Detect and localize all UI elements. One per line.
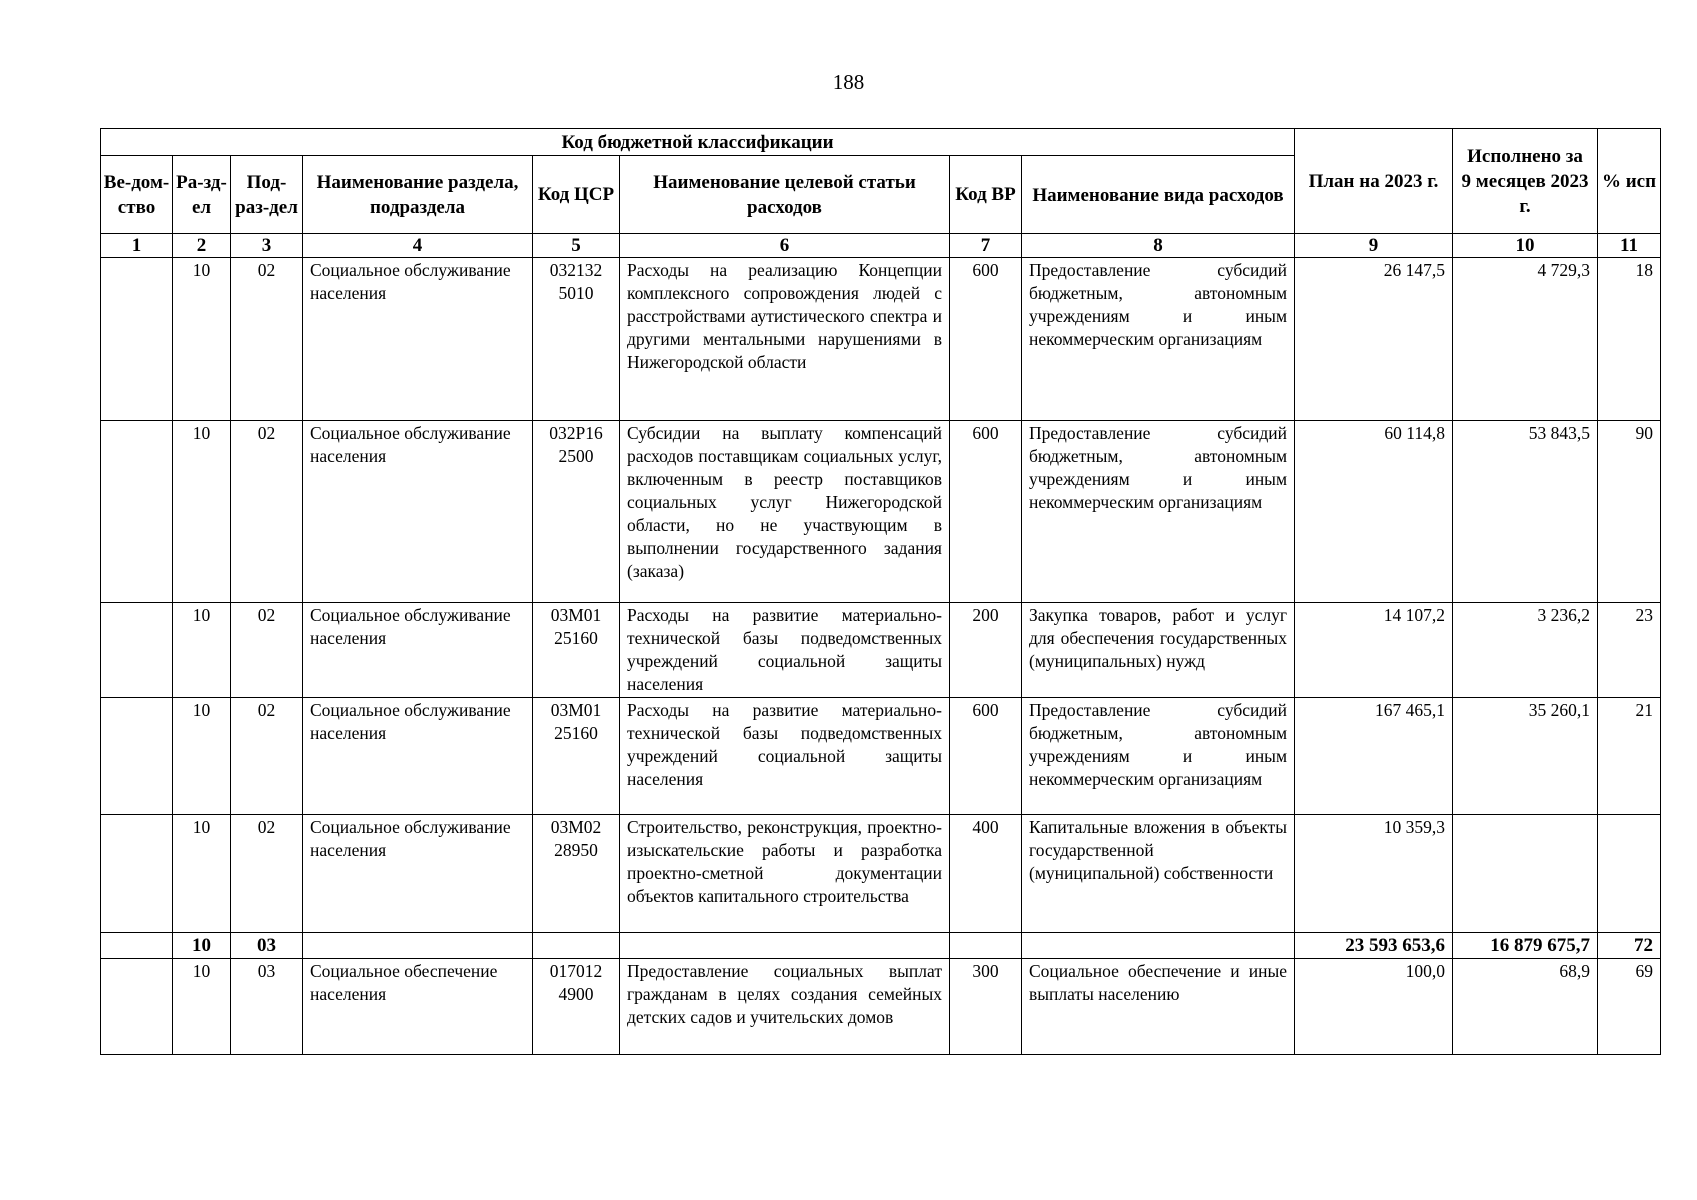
cell-plan: 26 147,5 xyxy=(1295,258,1453,421)
cell-naim-razdela: Социальное обслуживание населения xyxy=(303,258,533,421)
cell-celevaya: Строительство, реконструкция, проектно-изыскательские работы и разработка проектно-сметной документации объектов капитального строительства xyxy=(620,815,950,933)
header-razdel: Ра-зд-ел xyxy=(173,156,231,234)
cell-plan: 167 465,1 xyxy=(1295,698,1453,815)
cell-kod-vr: 600 xyxy=(950,698,1022,815)
cell-vid: Предоставление субсидий бюджетным, автономным учреждениям и иным некоммерческим организациям xyxy=(1022,421,1295,603)
table-row xyxy=(101,698,1661,815)
cell-vid: Социальное обеспечение и иные выплаты населению xyxy=(1022,959,1295,1055)
header-podrazdel: Под-раз-дел xyxy=(231,156,303,234)
cell-razdel: 10 xyxy=(173,815,231,933)
cell-kod-vr: 600 xyxy=(950,421,1022,603)
cell-celevaya xyxy=(620,933,950,959)
cell-ved xyxy=(101,698,173,815)
cell-ispolneno: 3 236,2 xyxy=(1453,603,1598,698)
cell-ispolneno: 68,9 xyxy=(1453,959,1598,1055)
cell-pct: 21 xyxy=(1598,698,1661,815)
header-budget-classification: Код бюджетной классификации xyxy=(101,129,1295,156)
cell-podrazdel: 02 xyxy=(231,421,303,603)
cell-razdel: 10 xyxy=(173,603,231,698)
cell-razdel: 10 xyxy=(173,959,231,1055)
col-number: 9 xyxy=(1295,234,1453,258)
cell-celevaya: Субсидии на выплату компенсаций расходов поставщикам социальных услуг, включенным в реестр поставщиков социальных услуг Нижегородской области, но не участвующим в выполнении государственного задания (заказа) xyxy=(620,421,950,603)
subtotal-row xyxy=(101,933,1661,959)
cell-kod-vr: 600 xyxy=(950,258,1022,421)
page-number: 188 xyxy=(832,70,865,94)
budget-table xyxy=(100,128,1661,1055)
cell-pct: 18 xyxy=(1598,258,1661,421)
header-ispolneno: Исполнено за 9 месяцев 2023 г. xyxy=(1453,129,1598,234)
cell-razdel: 10 xyxy=(173,258,231,421)
cell-pct: 72 xyxy=(1598,933,1661,959)
cell-podrazdel: 03 xyxy=(231,933,303,959)
header-kod-vr: Код ВР xyxy=(950,156,1022,234)
cell-kod-csr: 03М01 25160 xyxy=(533,698,620,815)
col-number: 6 xyxy=(620,234,950,258)
cell-pct: 23 xyxy=(1598,603,1661,698)
cell-naim-razdela: Социальное обеспечение населения xyxy=(303,959,533,1055)
cell-celevaya: Предоставление социальных выплат гражданам в целях создания семейных детских садов и учительских домов xyxy=(620,959,950,1055)
col-number: 7 xyxy=(950,234,1022,258)
cell-podrazdel: 02 xyxy=(231,698,303,815)
cell-naim-razdela: Социальное обслуживание населения xyxy=(303,603,533,698)
cell-ved xyxy=(101,815,173,933)
cell-celevaya: Расходы на реализацию Концепции комплексного сопровождения людей с расстройствами аутистического спектра и другими ментальными нарушениями в Нижегородской области xyxy=(620,258,950,421)
col-number: 8 xyxy=(1022,234,1295,258)
cell-ispolneno: 16 879 675,7 xyxy=(1453,933,1598,959)
cell-celevaya: Расходы на развитие материально-технической базы подведомственных учреждений социальной защиты населения xyxy=(620,603,950,698)
table-row xyxy=(101,815,1661,933)
col-number: 1 xyxy=(101,234,173,258)
cell-naim-razdela: Социальное обслуживание населения xyxy=(303,421,533,603)
cell-naim-razdela: Социальное обслуживание населения xyxy=(303,815,533,933)
cell-podrazdel: 02 xyxy=(231,603,303,698)
cell-plan: 14 107,2 xyxy=(1295,603,1453,698)
cell-kod-csr: 032Р16 2500 xyxy=(533,421,620,603)
cell-ispolneno xyxy=(1453,815,1598,933)
cell-podrazdel: 02 xyxy=(231,815,303,933)
cell-naim-razdela xyxy=(303,933,533,959)
cell-plan: 60 114,8 xyxy=(1295,421,1453,603)
cell-kod-csr: 03М02 28950 xyxy=(533,815,620,933)
header-plan: План на 2023 г. xyxy=(1295,129,1453,234)
cell-plan: 100,0 xyxy=(1295,959,1453,1055)
cell-ved xyxy=(101,603,173,698)
col-number: 11 xyxy=(1598,234,1661,258)
col-number: 2 xyxy=(173,234,231,258)
cell-ispolneno: 53 843,5 xyxy=(1453,421,1598,603)
cell-razdel: 10 xyxy=(173,421,231,603)
header-naim-vida: Наименование вида расходов xyxy=(1022,156,1295,234)
cell-kod-vr: 400 xyxy=(950,815,1022,933)
cell-pct xyxy=(1598,815,1661,933)
cell-kod-vr xyxy=(950,933,1022,959)
cell-pct: 90 xyxy=(1598,421,1661,603)
cell-vid: Предоставление субсидий бюджетным, автономным учреждениям и иным некоммерческим организациям xyxy=(1022,258,1295,421)
header-kod-csr: Код ЦСР xyxy=(533,156,620,234)
cell-vid: Предоставление субсидий бюджетным, автономным учреждениям и иным некоммерческим организациям xyxy=(1022,698,1295,815)
col-number: 5 xyxy=(533,234,620,258)
cell-vid: Капитальные вложения в объекты государственной (муниципальной) собственности xyxy=(1022,815,1295,933)
cell-ispolneno: 4 729,3 xyxy=(1453,258,1598,421)
cell-razdel: 10 xyxy=(173,933,231,959)
table-row xyxy=(101,421,1661,603)
header-naim-celevoy: Наименование целевой статьи расходов xyxy=(620,156,950,234)
cell-podrazdel: 02 xyxy=(231,258,303,421)
cell-plan: 23 593 653,6 xyxy=(1295,933,1453,959)
cell-ved xyxy=(101,933,173,959)
cell-kod-csr: 03М01 25160 xyxy=(533,603,620,698)
col-number: 3 xyxy=(231,234,303,258)
cell-kod-vr: 200 xyxy=(950,603,1022,698)
cell-kod-csr: 017012 4900 xyxy=(533,959,620,1055)
col-number: 10 xyxy=(1453,234,1598,258)
cell-celevaya: Расходы на развитие материально-технической базы подведомственных учреждений социальной защиты населения xyxy=(620,698,950,815)
cell-naim-razdela: Социальное обслуживание населения xyxy=(303,698,533,815)
cell-vid: Закупка товаров, работ и услуг для обеспечения государственных (муниципальных) нужд xyxy=(1022,603,1295,698)
table-row xyxy=(101,959,1661,1055)
header-pct: % исп xyxy=(1598,129,1661,234)
cell-pct: 69 xyxy=(1598,959,1661,1055)
cell-kod-csr xyxy=(533,933,620,959)
cell-razdel: 10 xyxy=(173,698,231,815)
header-vedomstvo: Ве-дом-ство xyxy=(101,156,173,234)
table-row xyxy=(101,603,1661,698)
col-number: 4 xyxy=(303,234,533,258)
cell-plan: 10 359,3 xyxy=(1295,815,1453,933)
cell-kod-vr: 300 xyxy=(950,959,1022,1055)
cell-ved xyxy=(101,258,173,421)
cell-ved xyxy=(101,421,173,603)
cell-vid xyxy=(1022,933,1295,959)
cell-podrazdel: 03 xyxy=(231,959,303,1055)
cell-kod-csr: 032132 5010 xyxy=(533,258,620,421)
cell-ispolneno: 35 260,1 xyxy=(1453,698,1598,815)
table-row xyxy=(101,258,1661,421)
header-naim-razdela: Наименование раздела, подраздела xyxy=(303,156,533,234)
cell-ved xyxy=(101,959,173,1055)
